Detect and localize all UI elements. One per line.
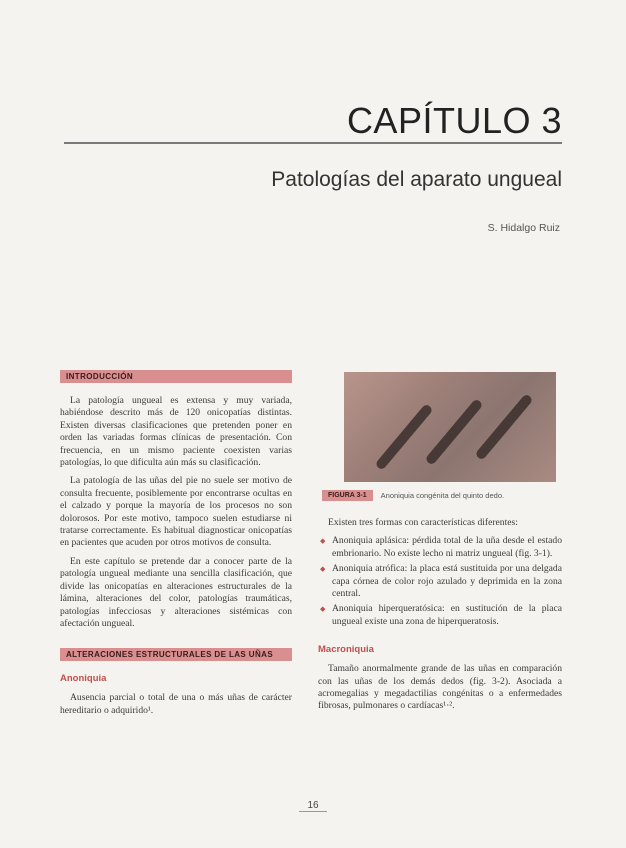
- figure-caption-text: Anoniquia congénita del quinto dedo.: [380, 491, 505, 500]
- page-number: [0, 800, 626, 811]
- left-column: [60, 370, 292, 723]
- author-name: S. Hidalgo Ruiz: [487, 222, 560, 234]
- chapter-number: CAPÍTULO 3: [346, 100, 562, 141]
- forms-list: [318, 535, 562, 628]
- page-number-text: 16: [299, 800, 326, 812]
- figure-toe-shape: [424, 398, 483, 466]
- subheading-anoniquia: Anoniquia: [60, 673, 107, 685]
- list-item: ◆ Anoniquia aplásica: pérdida total de la uña desde el estado embrionario. No existe lecho ni matriz ungueal (fig. 3-1).: [318, 535, 562, 560]
- subheading-macroniquia: Macroniquia: [318, 644, 374, 656]
- chapter-title: Patologías del aparato ungueal: [271, 168, 562, 191]
- section-heading-introduccion: INTRODUCCIÓN: [60, 370, 292, 383]
- macroniquia-paragraph: Tamaño anormalmente grande de las uñas en comparación con las uñas de los demás dedos (fig. 3-2). Asociada a acromegalias y megadactilias congénitas o a enfermedades fibrosas, pulmonares o cardíacas¹·².: [318, 663, 562, 712]
- intro-paragraph: En este capítulo se pretende dar a conocer parte de la patología ungueal mediante una sencilla clasificación, que divide las onicopatías en alteraciones estructurales de la lámina, alteraciones del color, patologías traumáticas, patologías infecciosas y alteraciones sistémicas con afectación ungueal.: [60, 555, 292, 629]
- section-heading-alteraciones: ALTERACIONES ESTRUCTURALES DE LAS UÑAS: [60, 648, 292, 661]
- right-column: [318, 372, 562, 719]
- intro-paragraph: La patología de las uñas del pie no suele ser motivo de consulta frecuente, posiblemente por encontrarse ocultas en el calzado y porque la mayoría de los procesos no son dolorosos. Por este motivo, tampoco suelen estudiarse ni tratarse correctamente. Es habitual diagnosticar onicopatías en pacientes que acuden por otros motivos de consulta.: [60, 475, 292, 549]
- list-item: ◆ Anoniquia atrófica: la placa está sustituida por una delgada capa córnea de color rojo azulado y deprimida en la zona central.: [318, 563, 562, 600]
- figure-photo-anoniquia: [344, 372, 556, 482]
- anoniquia-paragraph: Ausencia parcial o total de una o más uñas de carácter hereditario o adquirido¹.: [60, 692, 292, 716]
- forms-intro-paragraph: Existen tres formas con características diferentes:: [328, 517, 518, 528]
- figure-caption: [322, 490, 562, 501]
- header-rule: [64, 142, 562, 144]
- figure-toe-shape: [374, 403, 433, 471]
- list-item: ◆ Anoniquia hiperqueratósica: en sustitución de la placa ungueal existe una zona de hiperqueratosis.: [318, 603, 562, 628]
- intro-paragraph: La patología ungueal es extensa y muy variada, habiéndose descrito más de 120 onicopatías distintas. Existen diversas clasificaciones que pretenden poner en orden las variadas formas clínicas de presentación. Con frecuencia, en un mismo paciente coexisten varias patologías, lo que dificulta aún más su clasificación.: [60, 395, 292, 469]
- figure-label: FIGURA 3-1: [322, 490, 373, 501]
- figure-toe-shape: [474, 393, 533, 461]
